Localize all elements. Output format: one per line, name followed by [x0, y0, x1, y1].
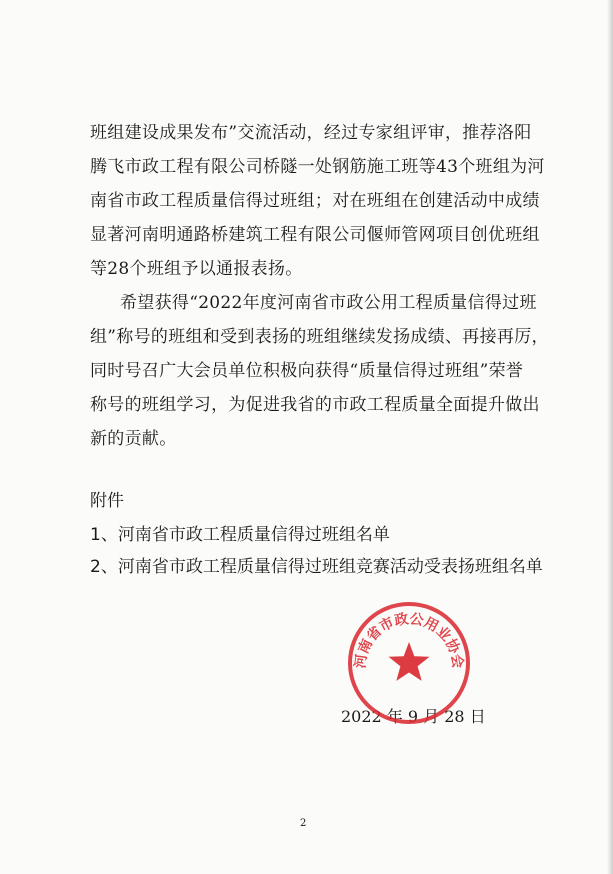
page-edge-shadow [607, 0, 613, 874]
body-line-2: 腾飞市政工程有限公司桥隧一处钢筋施工班等43个班组为河 [90, 157, 545, 177]
seal-star-icon [389, 642, 430, 681]
body-line-3: 南省市政工程质量信得过班组；对在班组在创建活动中成绩 [90, 191, 540, 211]
attachment-item-1: 1、河南省市政工程质量信得过班组名单 [90, 525, 390, 545]
body-line-7: 组”称号的班组和受到表扬的班组继续发扬成绩、再接再厉， [90, 327, 549, 347]
seal-text: 河南省市政公用业协会 [352, 611, 466, 670]
page-number: 2 [300, 818, 307, 829]
body-line-9: 称号的班组学习，为促进我省的市政工程质量全面提升做出 [90, 395, 540, 415]
signature-date: 2022 年 9 月 28 日 [341, 707, 486, 726]
body-line-6: 希望获得“2022年度河南省市政公用工程质量信得过班 [120, 293, 537, 313]
body-line-8: 同时号召广大会员单位积极向获得“质量信得过班组”荣誉 [90, 361, 524, 381]
attachment-item-2: 2、河南省市政工程质量信得过班组竞赛活动受表扬班组名单 [90, 557, 543, 577]
attachments-heading: 附件 [90, 491, 124, 511]
body-line-4: 显著河南明通路桥建筑工程有限公司偃师管网项目创优班组 [90, 225, 540, 245]
body-line-5: 等28个班组予以通报表扬。 [90, 259, 303, 279]
body-line-10: 新的贡献。 [90, 429, 177, 449]
body-line-1: 班组建设成果发布”交流活动，经过专家组评审，推荐洛阳 [90, 123, 532, 143]
association-seal [346, 600, 472, 726]
